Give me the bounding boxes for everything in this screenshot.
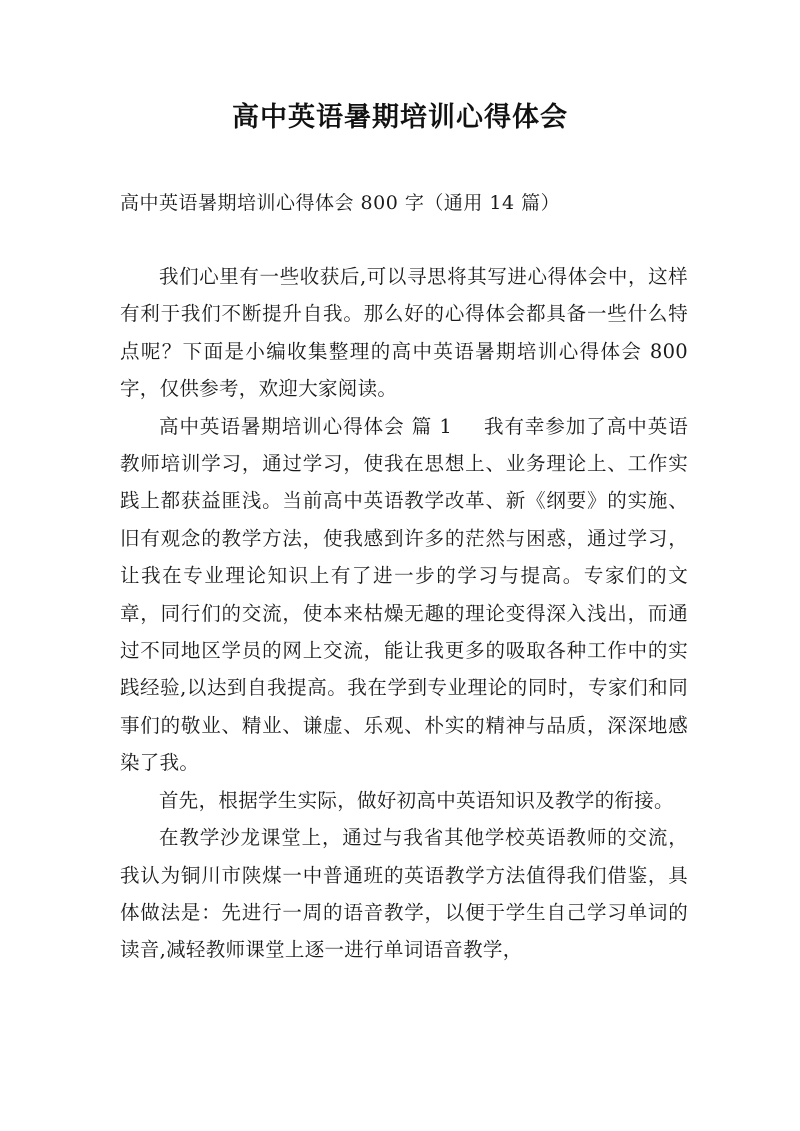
section-1-text: 我有幸参加了高中英语教师培训学习，通过学习，使我在思想上、业务理论上、工作实践上都获益匪浅。当前高中英语教学改革、新《纲要》的实施、旧有观念的教学方法，使我感到许多的茫然与困惑，通过学习，让我在专业理论知识上有了进一步的学习与提高。专家们的文章，同行们的交流，使本来枯燥无趣的理论变得深入浅出，而通过不同地区学员的网上交流，能让我更多的吸取各种工作中的实践经验,以达到自我提高。我在学到专业理论的同时，专家们和同事们的敬业、精业、谦虚、乐观、朴实的精神与品质，深深地感染了我。 bbox=[120, 414, 688, 775]
first-point-paragraph: 首先，根据学生实际，做好初高中英语知识及教学的衔接。 bbox=[159, 788, 674, 812]
intro-paragraph: 我们心里有一些收获后,可以寻思将其写进心得体会中，这样有利于我们不断提升自我。那么好的心得体会都具备一些什么特点呢？下面是小编收集整理的高中英语暑期培训心得体会 800 字，仅供参考，欢迎大家阅读。 bbox=[120, 265, 688, 401]
document-subtitle: 高中英语暑期培训心得体会 800 字（通用 14 篇） bbox=[120, 192, 561, 214]
salon-paragraph: 在教学沙龙课堂上，通过与我省其他学校英语教师的交流，我认为铜川市陕煤一中普通班的英语教学方法值得我们借鉴，具体做法是：先进行一周的语音教学，以便于学生自己学习单词的读音,减轻教师课堂上逐一进行单词语音教学， bbox=[120, 826, 688, 962]
document-body bbox=[120, 258, 688, 969]
section-1-paragraph bbox=[120, 408, 688, 782]
section-1-heading: 高中英语暑期培训心得体会 篇 1 bbox=[159, 414, 453, 438]
document-title: 高中英语暑期培训心得体会 bbox=[232, 102, 568, 133]
